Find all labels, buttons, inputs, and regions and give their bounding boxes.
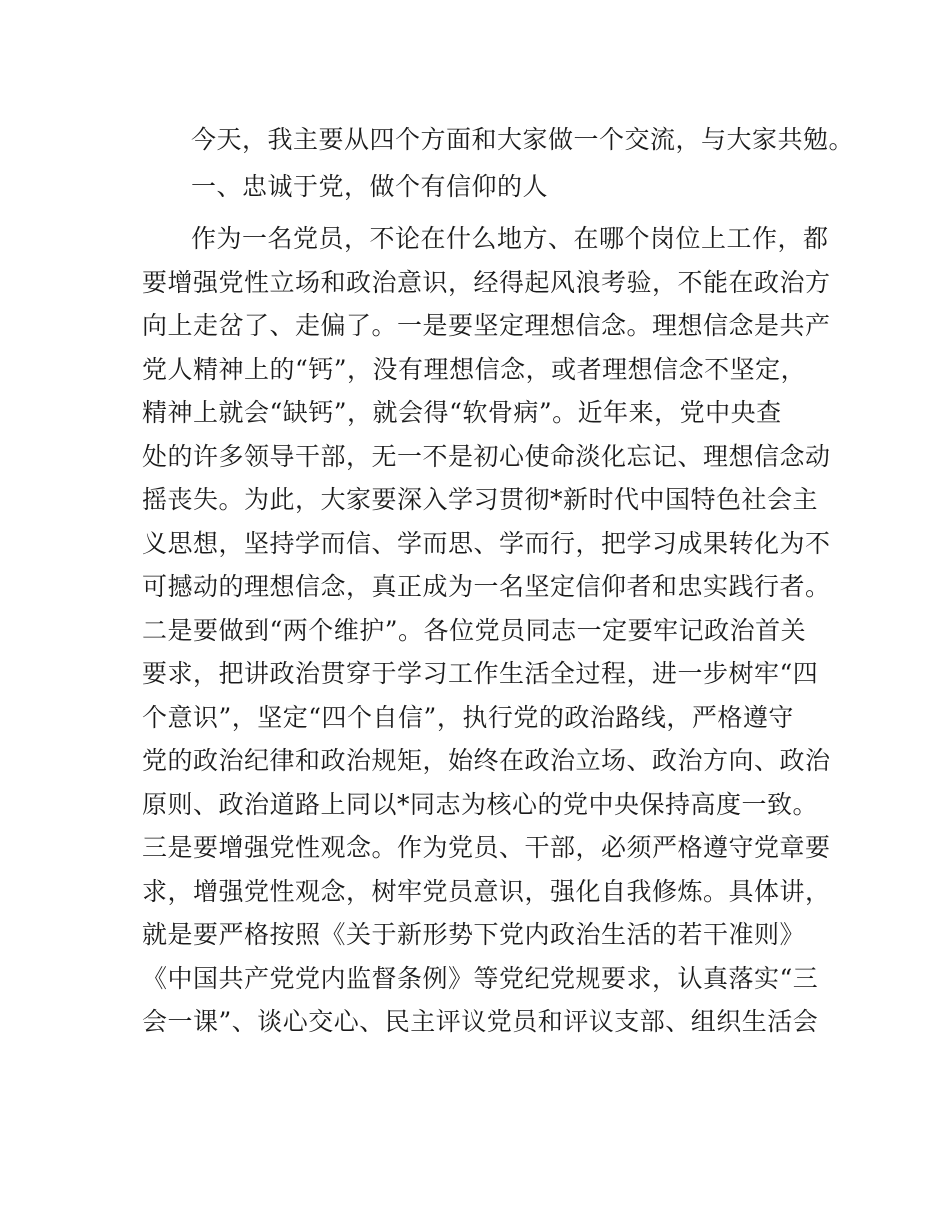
paragraph-line: 要增强党性立场和政治意识，经得起风浪考验，不能在政治方	[142, 267, 831, 297]
paragraph-line: 处的许多领导干部，无一不是初心使命淡化忘记、理想信念动	[142, 441, 831, 471]
paragraph-line: 义思想，坚持学而信、学而思、学而行，把学习成果转化为不	[142, 528, 831, 558]
paragraph-line: 党人精神上的“钙”，没有理想信念，或者理想信念不坚定，	[142, 354, 807, 384]
paragraph-line: 要求，把讲政治贯穿于学习工作生活全过程，进一步树牢“四	[142, 659, 819, 688]
document-body	[142, 118, 855, 1044]
section-heading: 一、忠诚于党，做个有信仰的人	[191, 171, 549, 201]
paragraph-line: 会一课”、谈心交心、民主评议党员和评议支部、组织生活会	[142, 1007, 819, 1036]
paragraph-line: 个意识”，坚定“四个自信”，执行党的政治路线，严格遵守	[142, 702, 794, 732]
paragraph-line: 向上走岔了、走偏了。一是要坚定理想信念。理想信念是共产	[142, 311, 831, 340]
paragraph-line: 二是要做到“两个维护”。各位党员同志一定要牢记政治首关	[142, 615, 807, 645]
paragraph-line: 就是要严格按照《关于新形势下党内政治生活的若干准则》	[142, 920, 806, 949]
paragraph-line: 作为一名党员，不论在什么地方、在哪个岗位上工作，都	[191, 224, 829, 253]
intro-line: 今天，我主要从四个方面和大家做一个交流，与大家共勉。	[191, 125, 855, 154]
paragraph-line: 摇丧失。为此，大家要深入学习贯彻*新时代中国特色社会主	[142, 485, 819, 514]
paragraph-line: 《中国共产党党内监督条例》等党纪党规要求，认真落实“三	[142, 963, 819, 993]
paragraph-line: 原则、政治道路上同以*同志为核心的党中央保持高度一致。	[142, 789, 819, 819]
paragraph-line: 党的政治纪律和政治规矩，始终在政治立场、政治方向、政治	[142, 746, 831, 775]
paragraph-line: 精神上就会“缺钙”，就会得“软骨病”。近年来，党中央查	[142, 398, 782, 427]
body-paragraph	[142, 217, 831, 1044]
paragraph-line: 求，增强党性观念，树牢党员意识，强化自我修炼。具体讲，	[142, 876, 831, 906]
paragraph-line: 三是要增强党性观念。作为党员、干部，必须严格遵守党章要	[142, 833, 831, 862]
paragraph-line: 可撼动的理想信念，真正成为一名坚定信仰者和忠实践行者。	[142, 572, 831, 601]
